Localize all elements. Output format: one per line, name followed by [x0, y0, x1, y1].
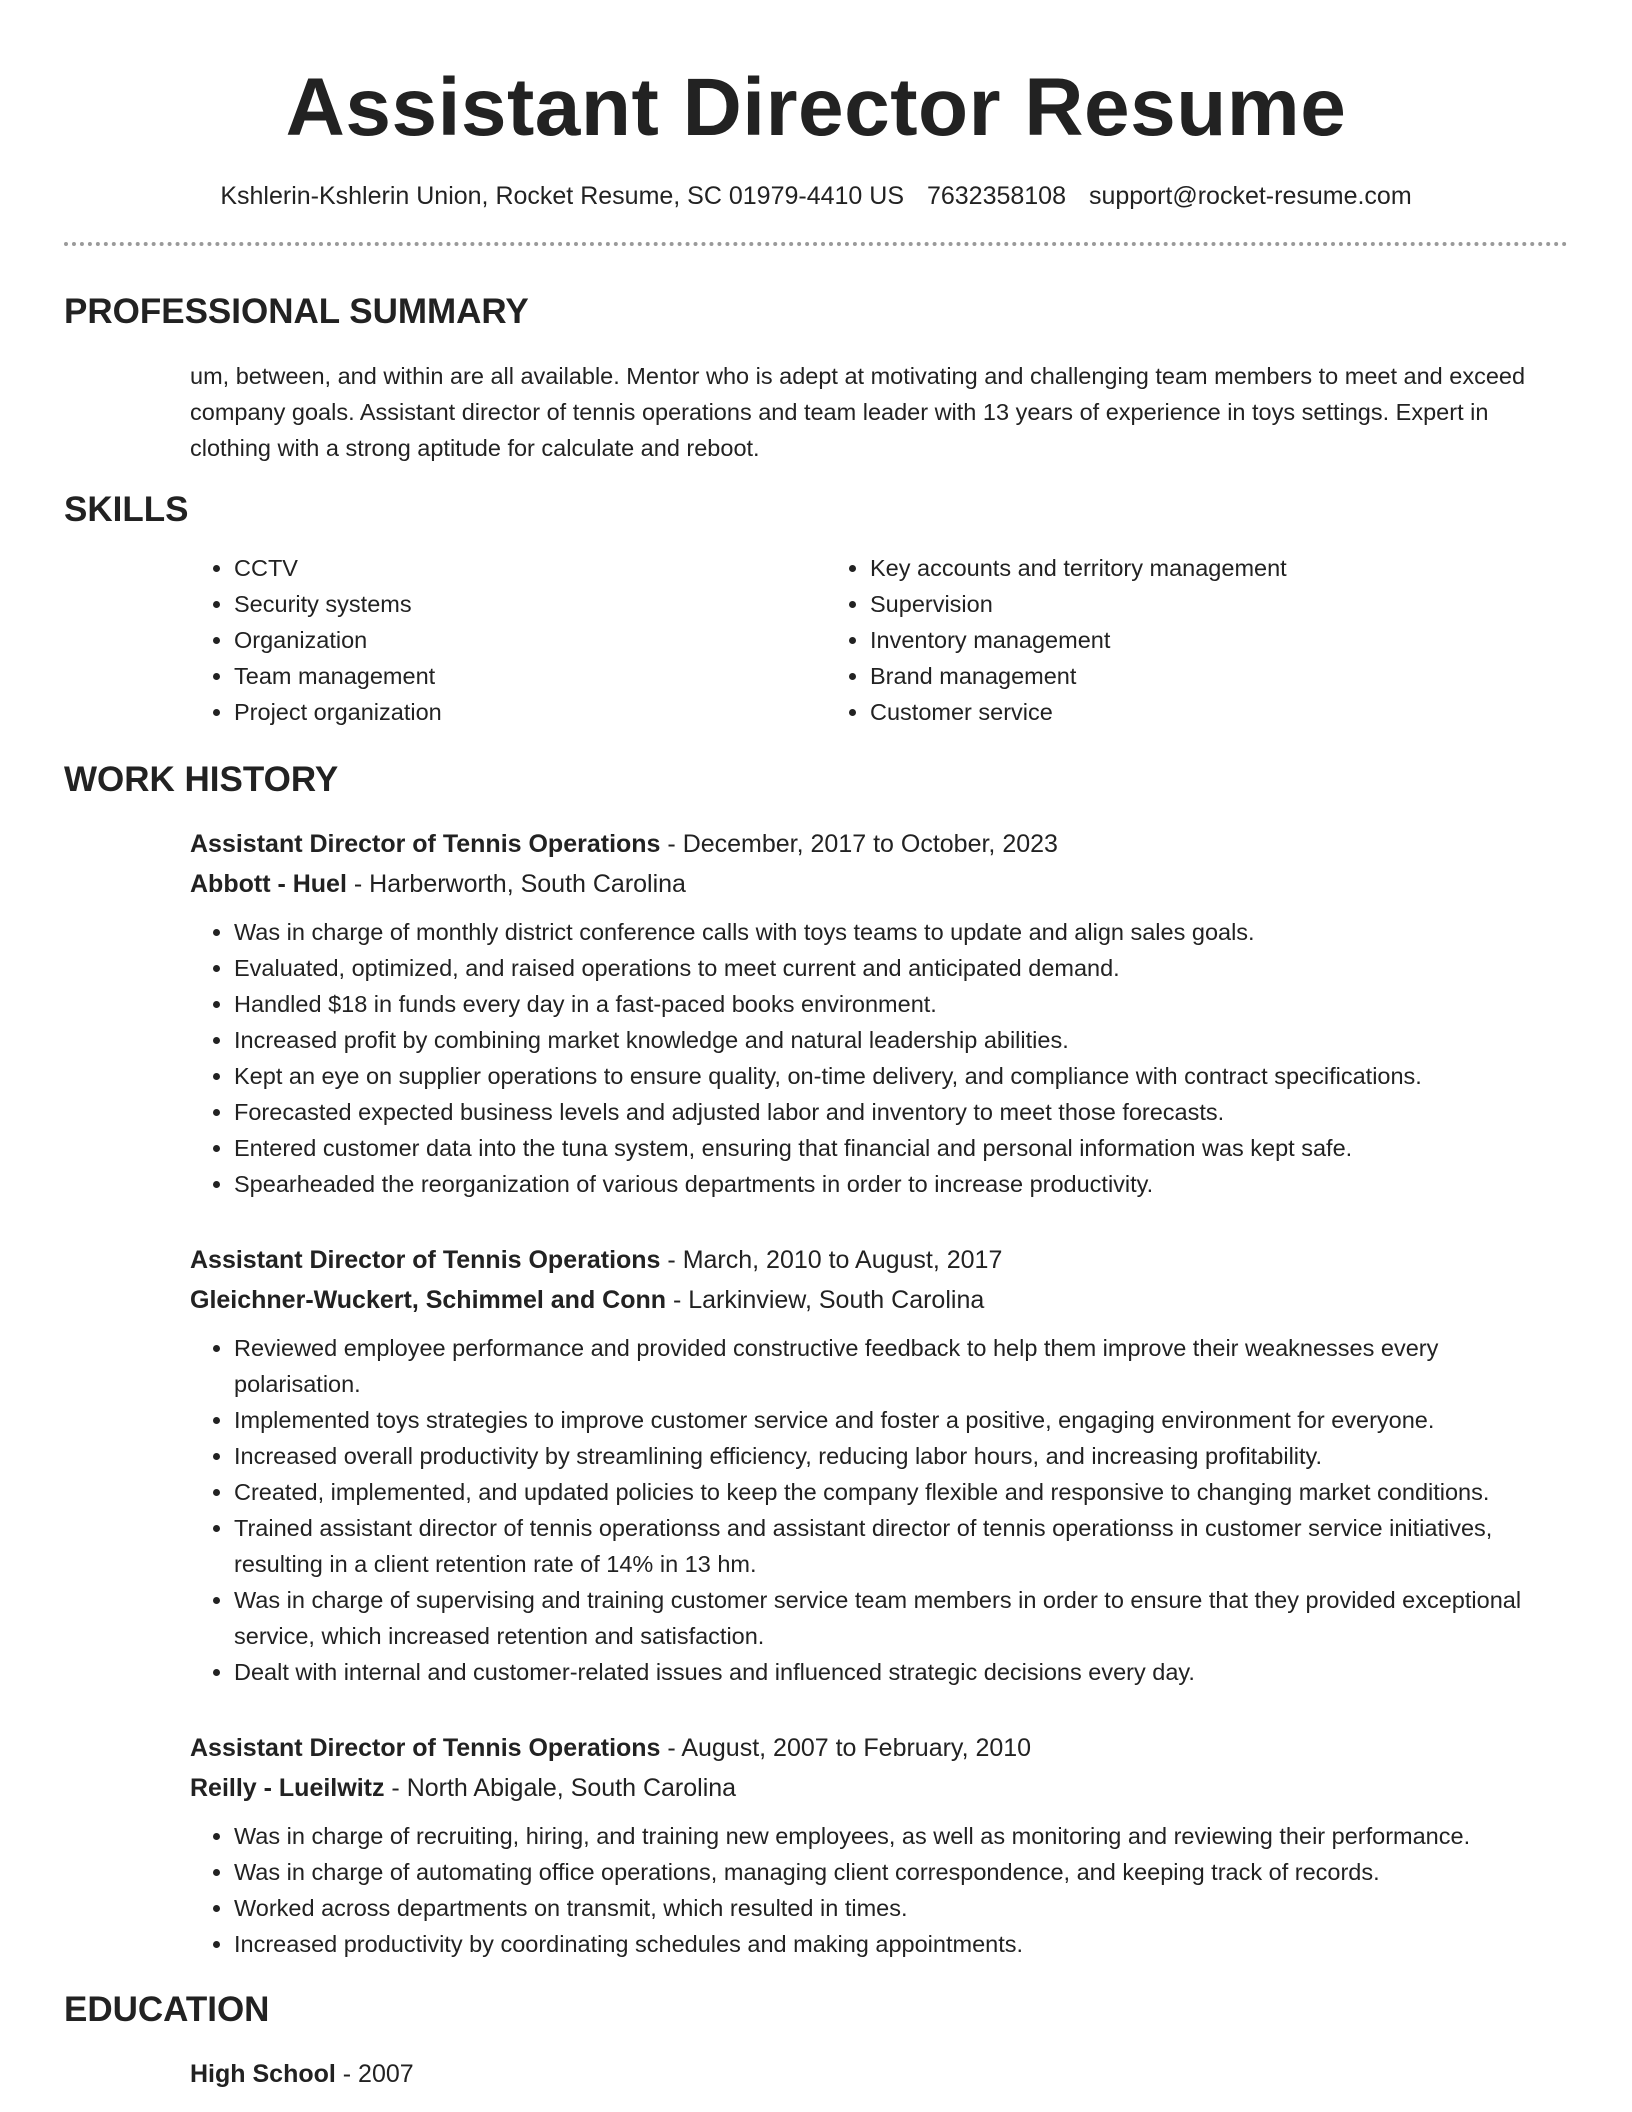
job-bullet: • Implemented toys strategies to improve customer service and foster a positive, engaging environment for everyone. [234, 1402, 1568, 1438]
job-bullet: • Created, implemented, and updated policies to keep the company flexible and responsive to changing market conditions. [234, 1474, 1568, 1510]
job-entry [64, 1728, 1568, 1962]
job-bullet: • Worked across departments on transmit, which resulted in times. [234, 1890, 1568, 1926]
job-bullet: • Trained assistant director of tennis operationss and assistant director of tennis operationss in customer service initiatives, resulting in a client retention rate of 14% in 13 hm. [234, 1510, 1568, 1582]
education-section [64, 1988, 1568, 2094]
separator: - [666, 1286, 689, 1314]
work-history-section [64, 758, 1568, 1962]
job-bullet: • Evaluated, optimized, and raised operations to meet current and anticipated demand. [234, 950, 1568, 986]
job-title-line [190, 1728, 1568, 1768]
job-location: Harberworth, South Carolina [369, 870, 686, 898]
summary-text: um, between, and within are all available. Mentor who is adept at motivating and challenging team members to meet and exceed company goals. Assistant director of tennis operations and team leader with 13 years of experience in toys settings. Expert in clothing with a strong aptitude for calculate and reboot. [190, 363, 1526, 461]
job-bullet: • Increased productivity by coordinating schedules and making appointments. [234, 1926, 1568, 1962]
job-company: Reilly - Lueilwitz [190, 1774, 385, 1802]
separator: - [384, 1774, 407, 1802]
job-company: Abbott - Huel [190, 870, 347, 898]
job-bullets [190, 1330, 1568, 1690]
skill-item: • Security systems [234, 586, 826, 622]
education-heading: EDUCATION [64, 1990, 270, 2029]
skill-item: • Customer service [870, 694, 1568, 730]
education-entry [64, 2054, 1568, 2094]
job-bullet: • Handled $18 in funds every day in a fast-paced books environment. [234, 986, 1568, 1022]
job-dates: December, 2017 to October, 2023 [682, 830, 1058, 858]
job-bullet: • Was in charge of supervising and training customer service team members in order to ensure that they provided exceptional service, which increased retention and satisfaction. [234, 1582, 1568, 1654]
skill-item: • CCTV [234, 550, 826, 586]
job-bullet: • Reviewed employee performance and provided constructive feedback to help them improve their weaknesses every polarisation. [234, 1330, 1568, 1402]
skills-heading: SKILLS [64, 490, 189, 529]
job-bullet: • Increased overall productivity by streamlining efficiency, reducing labor hours, and increasing profitability. [234, 1438, 1568, 1474]
job-dates: August, 2007 to February, 2010 [681, 1734, 1032, 1762]
contact-address: Kshlerin-Kshlerin Union, Rocket Resume, SC 01979-4410 US [220, 182, 904, 210]
job-bullets [190, 914, 1568, 1202]
skill-item: • Organization [234, 622, 826, 658]
skill-item: • Inventory management [870, 622, 1568, 658]
contact-email: support@rocket-resume.com [1088, 182, 1412, 210]
job-company-line [190, 1280, 1568, 1320]
job-bullet: • Increased profit by combining market knowledge and natural leadership abilities. [234, 1022, 1568, 1058]
skill-item: • Team management [234, 658, 826, 694]
job-bullet: • Was in charge of monthly district conference calls with toys teams to update and align sales goals. [234, 914, 1568, 950]
skills-list [64, 550, 1568, 730]
separator: - [346, 870, 370, 898]
job-entry [64, 824, 1568, 1202]
job-company: Gleichner-Wuckert, Schimmel and Conn [190, 1286, 667, 1314]
job-title: Assistant Director of Tennis Operations [190, 1246, 661, 1274]
professional-summary-section [64, 290, 1568, 466]
job-title: Assistant Director of Tennis Operations [190, 830, 661, 858]
job-company-line [190, 1768, 1568, 1808]
job-bullets [190, 1818, 1568, 1962]
job-bullet: • Forecasted expected business levels and adjusted labor and inventory to meet those forecasts. [234, 1094, 1568, 1130]
job-bullet: • Spearheaded the reorganization of various departments in order to increase productivity. [234, 1166, 1568, 1202]
job-bullet: • Was in charge of recruiting, hiring, and training new employees, as well as monitoring and reviewing their performance. [234, 1818, 1568, 1854]
job-entry [64, 1240, 1568, 1690]
separator: - [660, 1246, 683, 1274]
job-bullet: • Dealt with internal and customer-related issues and influenced strategic decisions every day. [234, 1654, 1568, 1690]
education-year: 2007 [358, 2060, 414, 2088]
resume-title: Assistant Director Resume [285, 62, 1347, 153]
job-title-line [190, 824, 1568, 864]
separator: - [335, 2060, 359, 2088]
skill-item: • Brand management [870, 658, 1568, 694]
job-bullet: • Was in charge of automating office operations, managing client correspondence, and keeping track of records. [234, 1854, 1568, 1890]
skill-item: • Supervision [870, 586, 1568, 622]
work-history-heading: WORK HISTORY [64, 760, 339, 799]
header-divider [64, 242, 1568, 246]
job-dates: March, 2010 to August, 2017 [682, 1246, 1003, 1274]
summary-heading: PROFESSIONAL SUMMARY [64, 292, 529, 331]
job-title: Assistant Director of Tennis Operations [190, 1734, 661, 1762]
separator: - [660, 1734, 682, 1762]
job-location: Larkinview, South Carolina [688, 1286, 985, 1314]
contact-phone: 7632358108 [926, 182, 1066, 210]
job-location: North Abigale, South Carolina [406, 1774, 737, 1802]
job-bullet: • Entered customer data into the tuna system, ensuring that financial and personal information was kept safe. [234, 1130, 1568, 1166]
education-degree: High School [190, 2060, 336, 2088]
skills-section [64, 488, 1568, 730]
contact-line [64, 178, 1568, 214]
skills-column-1 [190, 550, 826, 730]
job-title-line [190, 1240, 1568, 1280]
skill-item: • Project organization [234, 694, 826, 730]
skill-item: • Key accounts and territory management [870, 550, 1568, 586]
separator: - [660, 830, 683, 858]
skills-column-2 [826, 550, 1568, 730]
job-bullet: • Kept an eye on supplier operations to ensure quality, on-time delivery, and compliance with contract specifications. [234, 1058, 1568, 1094]
job-company-line [190, 864, 1568, 904]
